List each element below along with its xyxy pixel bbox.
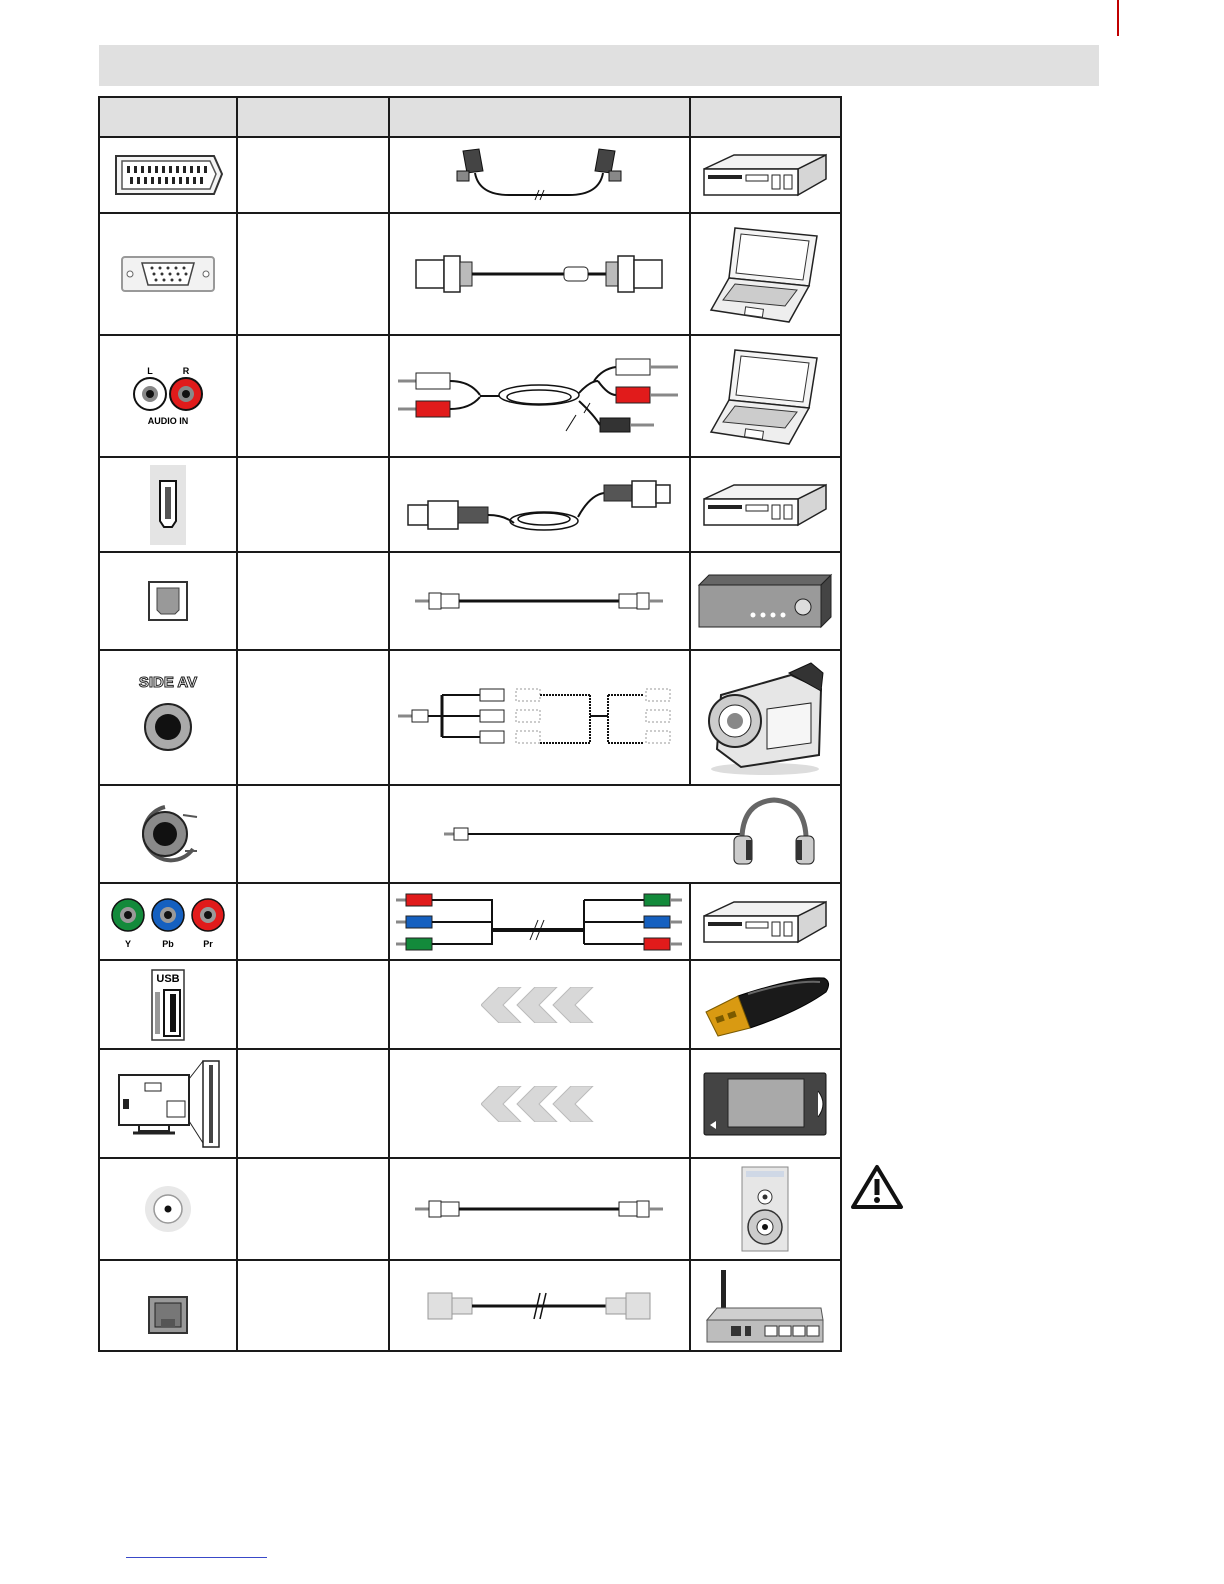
connector-cell xyxy=(99,960,237,1049)
connector-cell xyxy=(99,785,237,883)
table-row xyxy=(99,1260,841,1351)
side-av-socket-icon xyxy=(136,671,200,765)
type-cell xyxy=(237,552,389,650)
subwoofer-socket-icon xyxy=(143,1184,193,1234)
connector-cell xyxy=(99,137,237,213)
top-margin-mark xyxy=(1117,0,1119,36)
device-cell xyxy=(690,457,841,552)
warning-icon xyxy=(850,1163,904,1211)
headphone-socket-icon xyxy=(135,803,201,865)
device-cell xyxy=(690,137,841,213)
coaxial-cable-icon xyxy=(413,588,665,614)
cable-cell xyxy=(389,457,690,552)
table-row xyxy=(99,137,841,213)
connector-cell xyxy=(99,457,237,552)
ypbpr-socket-icon xyxy=(108,893,228,951)
table-row xyxy=(99,1158,841,1260)
table-row xyxy=(99,335,841,457)
av-cable-icon xyxy=(396,685,682,751)
audio-in-socket-icon xyxy=(128,364,208,428)
cable-cell xyxy=(389,883,690,960)
connector-cell xyxy=(99,1260,237,1351)
type-cell xyxy=(237,883,389,960)
ethernet-cable-icon xyxy=(426,1289,652,1323)
type-cell xyxy=(237,213,389,335)
type-cell xyxy=(237,137,389,213)
header-cable-cell xyxy=(389,97,690,137)
connector-cell xyxy=(99,552,237,650)
spdif-socket-icon xyxy=(147,580,189,622)
cable-cell xyxy=(389,650,690,785)
ci-slot-icon xyxy=(113,1057,223,1151)
component-cable-icon xyxy=(394,890,684,954)
device-cell xyxy=(690,960,841,1049)
table-row xyxy=(99,457,841,552)
connector-cell xyxy=(99,883,237,960)
usb-socket-icon xyxy=(150,968,186,1042)
type-cell xyxy=(237,785,389,883)
device-cell xyxy=(690,650,841,785)
type-cell xyxy=(237,457,389,552)
type-cell xyxy=(237,1158,389,1260)
connector-cell xyxy=(99,650,237,785)
footer-link-underline[interactable] xyxy=(126,1557,267,1558)
headphone-cable-icon xyxy=(440,796,840,872)
connections-table xyxy=(98,96,842,1352)
table-row xyxy=(99,552,841,650)
hdmi-cable-icon xyxy=(404,475,674,535)
table-row xyxy=(99,960,841,1049)
cable-cell xyxy=(389,137,690,213)
cable-cell xyxy=(389,960,690,1049)
audio-in-label: AUDIO IN xyxy=(147,416,189,426)
audio-right-label: R xyxy=(182,366,190,376)
table-row xyxy=(99,1049,841,1158)
router-icon xyxy=(705,1268,825,1344)
cable-cell xyxy=(389,335,690,457)
subwoofer-icon xyxy=(740,1165,790,1253)
header-type-cell xyxy=(237,97,389,137)
type-cell xyxy=(237,650,389,785)
audio-left-label: L xyxy=(147,366,153,376)
connector-cell xyxy=(99,213,237,335)
device-cell xyxy=(690,213,841,335)
table-header-row xyxy=(99,97,841,137)
device-cell xyxy=(690,1158,841,1260)
side-av-label: SIDE AV xyxy=(138,673,198,691)
dvd-player-icon xyxy=(702,481,828,529)
header-connector-cell xyxy=(99,97,237,137)
insert-arrows-icon xyxy=(481,1086,597,1122)
usb-stick-icon xyxy=(698,972,832,1038)
connector-cell xyxy=(99,1049,237,1158)
coaxial-cable-icon xyxy=(413,1196,665,1222)
device-cell xyxy=(690,1260,841,1351)
cable-cell xyxy=(389,213,690,335)
cable-device-cell xyxy=(389,785,841,883)
table-row xyxy=(99,785,841,883)
connector-cell xyxy=(99,335,237,457)
table-row xyxy=(99,213,841,335)
camcorder-icon xyxy=(701,659,829,777)
pr-label: Pr xyxy=(203,938,213,949)
scart-cable-icon xyxy=(449,145,629,205)
table-row xyxy=(99,883,841,960)
device-cell xyxy=(690,552,841,650)
section-title-band xyxy=(99,45,1099,86)
scart-socket-icon xyxy=(110,152,226,198)
type-cell xyxy=(237,960,389,1049)
type-cell xyxy=(237,1049,389,1158)
insert-arrows-icon xyxy=(481,987,597,1023)
header-device-cell xyxy=(690,97,841,137)
pb-label: Pb xyxy=(162,938,174,949)
audio-amplifier-icon xyxy=(697,573,833,629)
connector-cell xyxy=(99,1158,237,1260)
cable-cell xyxy=(389,1049,690,1158)
laptop-icon xyxy=(709,222,821,326)
type-cell xyxy=(237,335,389,457)
vga-cable-icon xyxy=(414,252,664,296)
cam-module-icon xyxy=(702,1071,828,1137)
cable-cell xyxy=(389,1260,690,1351)
usb-label: USB xyxy=(156,972,180,985)
type-cell xyxy=(237,1260,389,1351)
table-row xyxy=(99,650,841,785)
device-cell xyxy=(690,883,841,960)
device-cell xyxy=(690,1049,841,1158)
cable-cell xyxy=(389,1158,690,1260)
dvd-player-icon xyxy=(702,151,828,199)
hdmi-socket-icon xyxy=(150,465,186,545)
ethernet-socket-icon xyxy=(147,1295,189,1335)
device-cell xyxy=(690,335,841,457)
laptop-icon xyxy=(709,344,821,448)
vga-socket-icon xyxy=(120,251,216,297)
y-label: Y xyxy=(124,938,132,949)
audio-rca-cable-icon xyxy=(394,351,684,441)
cable-cell xyxy=(389,552,690,650)
dvd-player-icon xyxy=(702,898,828,946)
